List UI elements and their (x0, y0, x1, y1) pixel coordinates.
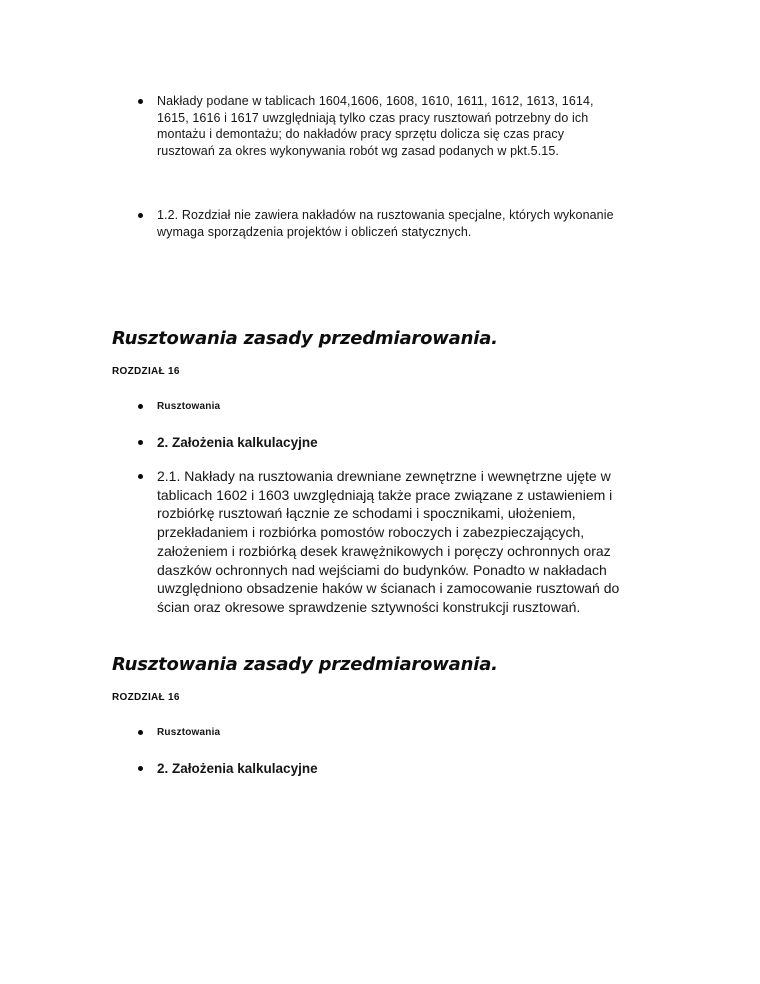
bullet-text: Rusztowania (157, 726, 221, 738)
bullet-icon (138, 730, 143, 735)
section-heading: Rusztowania zasady przedmiarowania. (112, 328, 498, 349)
bullet-icon (138, 99, 143, 104)
bullet-text: 1.2. Rozdział nie zawiera nakładów na rusztowania specjalne, których wykonanie wymaga sporządzenia projektów i obliczeń statycznych. (157, 208, 614, 239)
bullet-text: Rusztowania (157, 401, 221, 412)
list-item (112, 760, 660, 778)
bullet-icon (138, 474, 143, 479)
list-item (112, 726, 660, 740)
list-item (112, 467, 660, 617)
bullet-text: 2. Założenia kalkulacyjne (157, 435, 318, 450)
list-item (112, 400, 660, 414)
list-item (112, 434, 660, 452)
bullet-icon (138, 766, 143, 771)
section-heading: Rusztowania zasady przedmiarowania. (112, 653, 498, 675)
bullet-text: 2.1. Nakłady na rusztowania drewniane zewnętrzne i wewnętrzne ujęte w tablicach 1602 i 1603 uwzględniają także prace związane z ustawieniem i rozbiórkę rusztowań łącznie ze schodami i spocznikami, ułożeniem, przekładaniem i rozbiórka pomostów roboczych i zabezpieczających, założeniem i rozbiórką desek krawężnikowych i poręczy ochronnych oraz daszków ochronnych nad wejściami do budynków. Ponadto w nakładach uwzględniono obsadzenie haków w ścianach i zamocowanie rusztowań do ścian oraz okresowe sprawdzenie sztywności konstrukcji rusztowań. (157, 468, 620, 615)
bullet-icon (138, 213, 143, 218)
chapter-label: ROZDZIAŁ 16 (112, 366, 180, 377)
bullet-icon (138, 440, 143, 445)
bullet-icon (138, 404, 143, 409)
list-item (112, 207, 660, 240)
bullet-text: Nakłady podane w tablicach 1604,1606, 1608, 1610, 1611, 1612, 1613, 1614, 1615, 1616 i 1617 uwzględniają tylko czas pracy rusztowań potrzebny do ich montażu i demontażu; do nakładów pracy sprzętu dolicza się czas pracy rusztowań za okres wykonywania robót wg zasad podanych w pkt.5.15. (157, 94, 594, 158)
bullet-text: 2. Założenia kalkulacyjne (157, 760, 318, 776)
list-item (112, 93, 660, 159)
chapter-label: ROZDZIAŁ 16 (112, 691, 180, 703)
